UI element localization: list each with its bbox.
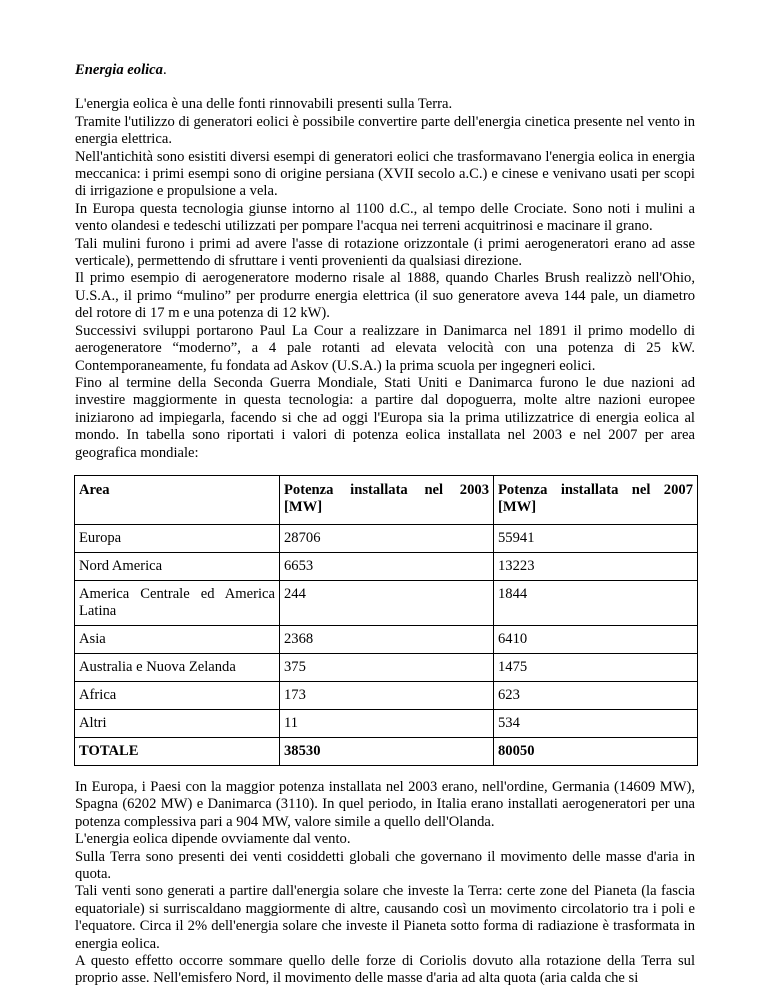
cell-area: Europa bbox=[75, 524, 280, 552]
paragraph: Fino al termine della Seconda Guerra Mondiale, Stati Uniti e Danimarca furono le due nazioni ad investire maggiormente in questa tecnologia: a partire dal dopoguerra, molte altre nazioni europee iniziarono ad impiegarla, facendo si che ad oggi l'Europa sia la prima utilizzatrice di energia eolica al mondo. In tabella sono riportati i valori di potenza eolica installata nel 2003 e nel 2007 per area geografica mondiale: bbox=[75, 374, 695, 461]
cell-area: Altri bbox=[75, 709, 280, 737]
paragraph: In Europa questa tecnologia giunse intorno al 1100 d.C., al tempo delle Crociate. Sono noti i mulini a vento olandesi e tedeschi utilizzati per pompare l'acqua nei terreni acquitrinosi e macinare il grano. bbox=[75, 200, 695, 235]
cell-2003: 2368 bbox=[280, 625, 494, 653]
table-row bbox=[75, 681, 698, 709]
document-page bbox=[75, 62, 695, 988]
paragraph: L'energia eolica è una delle fonti rinnovabili presenti sulla Terra. bbox=[75, 96, 453, 113]
table-row bbox=[75, 524, 698, 552]
cell-2003: 375 bbox=[280, 653, 494, 681]
cell-area: Africa bbox=[75, 681, 280, 709]
cell-area: Nord America bbox=[75, 552, 280, 580]
table-row bbox=[75, 625, 698, 653]
document-title bbox=[75, 62, 695, 79]
total-label: TOTALE bbox=[75, 737, 280, 765]
table-total-row bbox=[75, 737, 698, 765]
cell-2007: 623 bbox=[494, 681, 698, 709]
header-2003: Potenza installata nel 2003 [MW] bbox=[280, 475, 494, 524]
cell-2003: 244 bbox=[280, 580, 494, 625]
cell-area: Asia bbox=[75, 625, 280, 653]
title-text: Energia eolica bbox=[75, 62, 163, 78]
cell-2007: 1844 bbox=[494, 580, 698, 625]
header-area: Area bbox=[75, 475, 280, 524]
cell-2007: 6410 bbox=[494, 625, 698, 653]
paragraph: Tali venti sono generati a partire dall'energia solare che investe la Terra: certe zone del Pianeta (la fascia equatoriale) si surriscaldano maggiormente di altre, causando così un movimento circolatorio tra i poli e l'equatore. Circa il 2% dell'energia solare che investe il Pianeta sotto forma di radiazione è trasformata in energia eolica. bbox=[75, 883, 695, 952]
wind-power-table bbox=[74, 475, 698, 766]
paragraph: Sulla Terra sono presenti dei venti cosiddetti globali che governano il movimento delle masse d'aria in quota. bbox=[75, 848, 695, 882]
paragraph: Tramite l'utilizzo di generatori eolici è possibile convertire parte dell'energia cinetica presente nel vento in energia elettrica. bbox=[75, 113, 695, 148]
paragraph: Il primo esempio di aerogeneratore moderno risale al 1888, quando Charles Brush realizzò nell'Ohio, U.S.A., il primo “mulino” per produrre energia elettrica (il suo generatore aveva 144 pale, un diametro del rotore di 17 m e una potenza di 12 kW). bbox=[75, 270, 695, 322]
table-row bbox=[75, 552, 698, 580]
title-punctuation: . bbox=[162, 62, 167, 78]
table-row bbox=[75, 580, 698, 625]
table-row bbox=[75, 653, 698, 681]
paragraph: L'energia eolica dipende ovviamente dal vento. bbox=[75, 831, 351, 848]
header-2007: Potenza installata nel 2007 [MW] bbox=[494, 475, 698, 524]
table-row bbox=[75, 709, 698, 737]
cell-2003: 11 bbox=[280, 709, 494, 737]
table-header-row bbox=[75, 475, 698, 524]
cell-area: Australia e Nuova Zelanda bbox=[75, 653, 280, 681]
cell-2007: 55941 bbox=[494, 524, 698, 552]
cell-2003: 6653 bbox=[280, 552, 494, 580]
paragraph: Successivi sviluppi portarono Paul La Cour a realizzare in Danimarca nel 1891 il primo modello di aerogeneratore “moderno”, a 4 pale rotanti ad elevata velocità con una potenza di 25 kW. Contemporaneamente, fu fondata ad Askov (U.S.A.) la prima scuola per ingegneri eolici. bbox=[75, 322, 695, 374]
cell-area: America Centrale ed America Latina bbox=[75, 580, 280, 625]
cell-2003: 173 bbox=[280, 681, 494, 709]
total-2007: 80050 bbox=[494, 737, 698, 765]
paragraph: In Europa, i Paesi con la maggior potenza installata nel 2003 erano, nell'ordine, Germania (14609 MW), Spagna (6202 MW) e Danimarca (3110). In quel periodo, in Italia erano installati aerogeneratori per una potenza complessiva pari a 904 MW, valore simile a quello dell'Olanda. bbox=[75, 778, 695, 830]
paragraph: Tali mulini furono i primi ad avere l'asse di rotazione orizzontale (i primi aerogeneratori erano ad asse verticale), permettendo di sfruttare i venti provenienti da qualsiasi direzione. bbox=[75, 235, 695, 270]
paragraph: A questo effetto occorre sommare quello delle forze di Coriolis dovuto alla rotazione della Terra sul proprio asse. Nell'emisfero Nord, il movimento delle masse d'aria ad alta quota (aria calda che si bbox=[75, 953, 695, 987]
cell-2007: 534 bbox=[494, 709, 698, 737]
cell-2003: 28706 bbox=[280, 524, 494, 552]
paragraph: Nell'antichità sono esistiti diversi esempi di generatori eolici che trasformavano l'energia eolica in energia meccanica: i primi esempi sono di origine persiana (XVII secolo a.C.) e cinese e venivano usati per scopi di irrigazione e propulsione a vela. bbox=[75, 148, 695, 200]
cell-2007: 13223 bbox=[494, 552, 698, 580]
total-2003: 38530 bbox=[280, 737, 494, 765]
cell-2007: 1475 bbox=[494, 653, 698, 681]
